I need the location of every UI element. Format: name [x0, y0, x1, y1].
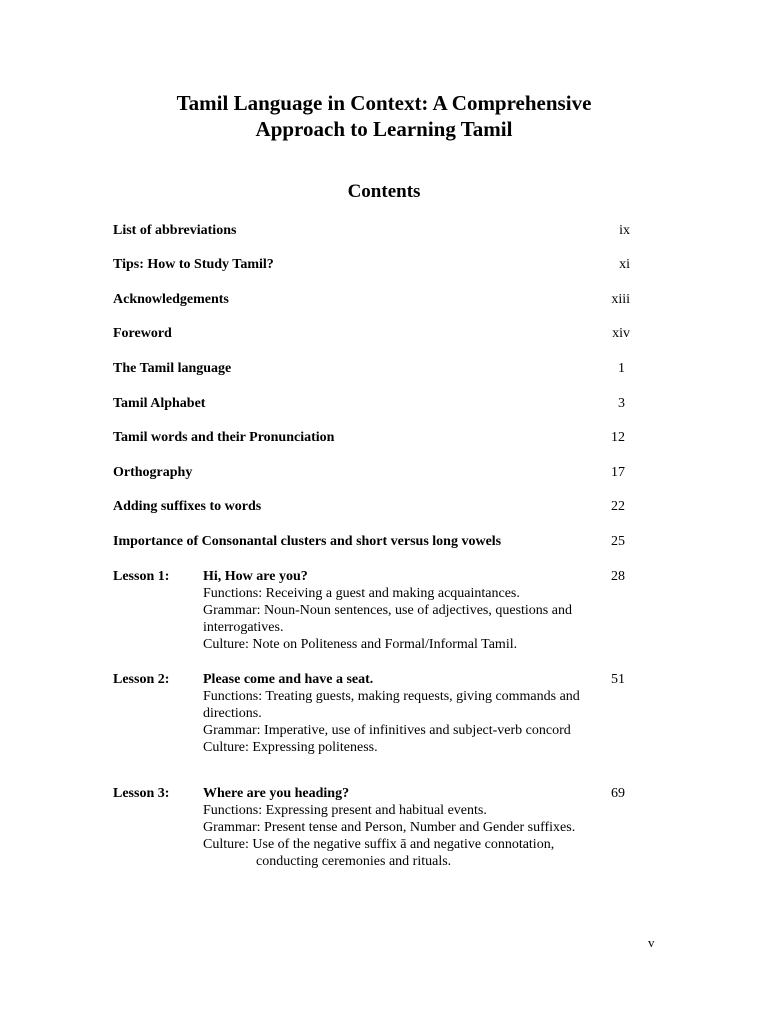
lesson-detail-line: Grammar: Present tense and Person, Number and Gender suffixes.: [203, 820, 576, 835]
lesson-label: Lesson 3:: [113, 786, 170, 801]
lesson-entry: [113, 671, 630, 761]
toc-entry: [113, 222, 630, 239]
lesson-page: 51: [611, 672, 625, 687]
lesson-detail-line: Culture: Use of the negative suffix ā and negative connotation,: [203, 837, 555, 852]
toc-entry-page: 3: [618, 396, 625, 411]
toc-entry: [113, 395, 630, 412]
lesson-title: Please come and have a seat.: [203, 672, 374, 687]
toc-entry-label: Acknowledgements: [113, 292, 229, 307]
lesson-label: Lesson 1:: [113, 569, 170, 584]
toc-entry: [113, 256, 630, 273]
toc-entry-page: ix: [619, 223, 630, 238]
lesson-detail-line: conducting ceremonies and rituals.: [256, 854, 452, 869]
lesson-detail-line: Functions: Treating guests, making requests, giving commands and: [203, 689, 580, 704]
toc-entry: [113, 498, 630, 515]
toc-entry-page: xi: [619, 257, 630, 272]
lesson-detail-line: Grammar: Noun-Noun sentences, use of adjectives, questions and: [203, 603, 572, 618]
toc-entry-label: Tips: How to Study Tamil?: [113, 257, 274, 272]
toc-entry-label: List of abbreviations: [113, 223, 237, 238]
lesson-detail-line: Culture: Note on Politeness and Formal/Informal Tamil.: [203, 637, 518, 652]
toc-entry-label: Importance of Consonantal clusters and short versus long vowels: [113, 534, 502, 549]
lesson-detail-line: Functions: Expressing present and habitual events.: [203, 803, 487, 818]
lesson-label: Lesson 2:: [113, 672, 170, 687]
toc-entry-label: Tamil Alphabet: [113, 396, 206, 411]
toc-entry: [113, 533, 630, 550]
toc-entry: [113, 291, 630, 308]
lesson-title: Hi, How are you?: [203, 569, 308, 584]
lesson-page: 69: [611, 786, 625, 801]
lesson-detail-line: Grammar: Imperative, use of infinitives and subject-verb concord: [203, 723, 571, 738]
title-line-2: Approach to Learning Tamil: [255, 117, 513, 141]
toc-entry-page: 17: [611, 465, 625, 480]
lesson-detail-line: Culture: Expressing politeness.: [203, 740, 378, 755]
lesson-details: [203, 688, 623, 756]
lesson-page: 28: [611, 569, 625, 584]
toc-entry-page: 22: [611, 499, 625, 514]
lesson-entry: [113, 785, 630, 875]
toc-entry-label: Foreword: [113, 326, 172, 341]
lesson-entry: [113, 568, 630, 658]
toc-entry-page: 12: [611, 430, 625, 445]
toc-entry-label: The Tamil language: [113, 361, 232, 376]
toc-entry: [113, 464, 630, 481]
toc-entry-page: xiii: [611, 292, 630, 307]
lesson-detail-line: directions.: [203, 706, 262, 721]
page-number: v: [648, 935, 655, 950]
lesson-detail-line: interrogatives.: [203, 620, 284, 635]
book-title: [0, 90, 768, 142]
toc-entry-page: 25: [611, 534, 625, 549]
lesson-title: Where are you heading?: [203, 786, 350, 801]
toc-entry-page: xiv: [612, 326, 630, 341]
toc-entry: [113, 325, 630, 342]
contents-heading: Contents: [347, 181, 421, 202]
lesson-details: [203, 585, 623, 653]
toc-entry-page: 1: [618, 361, 625, 376]
toc-entry: [113, 360, 630, 377]
lesson-detail-line: Functions: Receiving a guest and making acquaintances.: [203, 586, 520, 601]
toc-entry-label: Adding suffixes to words: [113, 499, 262, 514]
toc-entry-label: Orthography: [113, 465, 193, 480]
toc-entry: [113, 429, 630, 446]
lesson-details: [203, 802, 623, 870]
toc-entry-label: Tamil words and their Pronunciation: [113, 430, 335, 445]
title-line-1: Tamil Language in Context: A Comprehensive: [176, 91, 592, 115]
